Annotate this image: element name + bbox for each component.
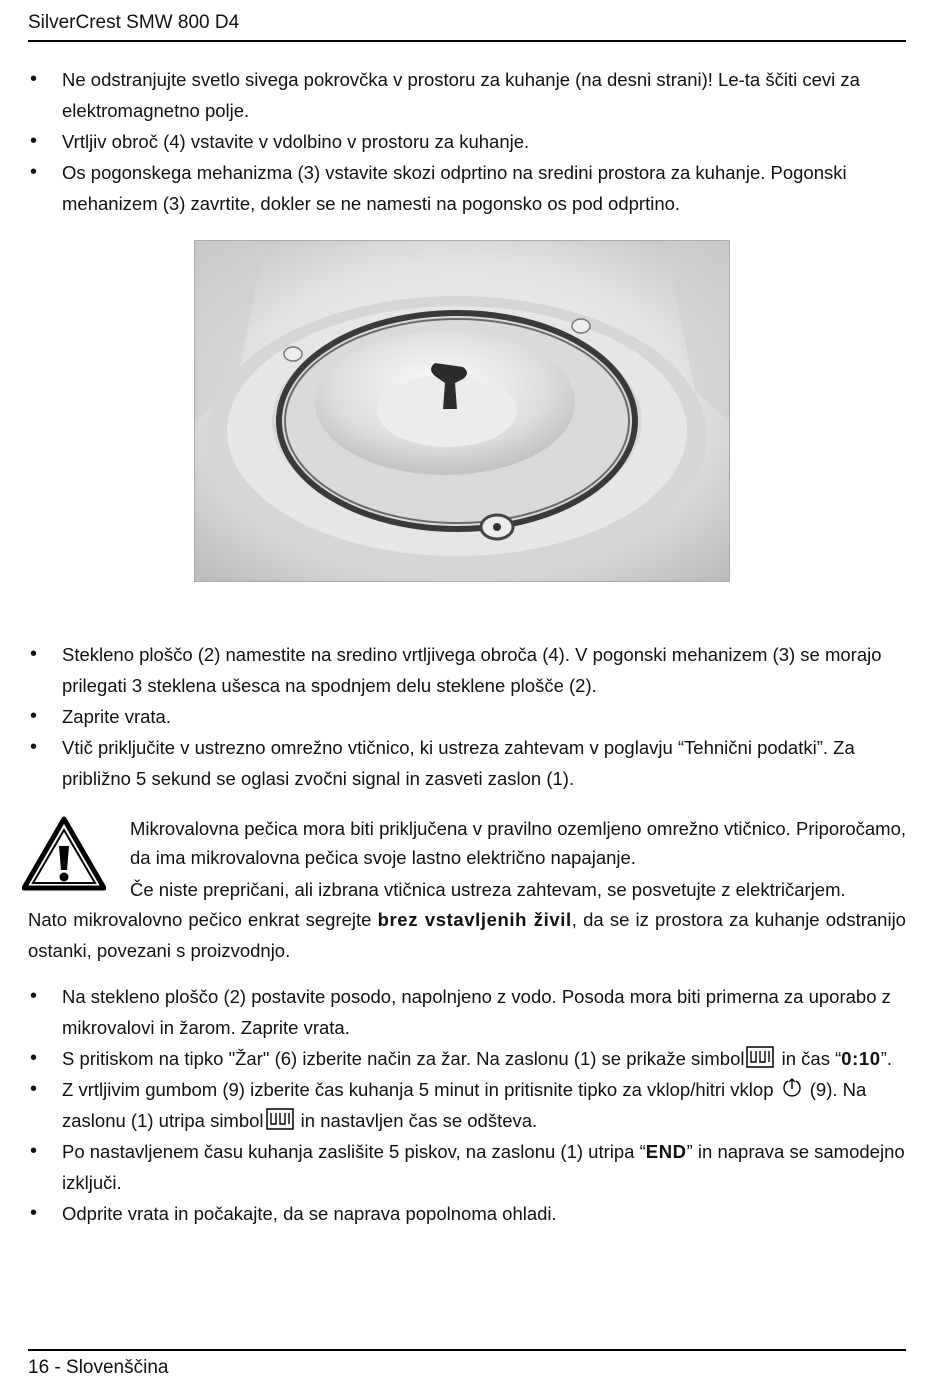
list-item: • Stekleno ploščo (2) namestite na sredino vrtljivega obroča (4). V pogonski mehanizem (3) se morajo prilegati 3 steklena ušesca na spodnjem delu steklene plošče (2). <box>28 639 906 701</box>
list-item-text: Z vrtljivim gumbom (9) izberite čas kuhanja 5 minut in pritisnite tipko za vklop/hitri vklop <box>62 1079 774 1100</box>
list-item <box>28 1136 906 1198</box>
preheat-paragraph <box>28 904 906 966</box>
paragraph-text: , da se iz prostora za kuhanje odstranijo ostanki, povezani s proizvodnjo. <box>28 909 906 961</box>
warning-triangle-icon <box>22 816 106 892</box>
list-item-text: (9). Na zaslonu (1) utripa simbol <box>62 1079 867 1131</box>
list-item-text: ”. <box>880 1048 893 1069</box>
list-item: • Zaprite vrata. <box>28 701 906 732</box>
turntable-ring-photo <box>194 240 730 582</box>
footer-language: Slovenščina <box>66 1357 169 1378</box>
grill-symbol-icon <box>266 1108 294 1130</box>
instruction-list-1 <box>28 64 906 219</box>
microwave-interior-image <box>195 241 729 581</box>
emphasis-text: brez vstavljenih živil <box>377 909 572 930</box>
time-display-value: 0:10 <box>841 1048 881 1069</box>
list-item: • Vtič priključite v ustrezno omrežno vtičnico, ki ustreza zahtevam v poglavju “Tehnični podatki”. Za približno 5 sekund se oglasi zvočni signal in zasveti zaslon (1). <box>28 732 906 794</box>
list-item: • Vrtljiv obroč (4) vstavite v vdolbino v prostoru za kuhanje. <box>28 126 906 157</box>
list-item <box>28 1043 906 1074</box>
list-item: • Ne odstranjujte svetlo sivega pokrovčka v prostoru za kuhanje (na desni strani)! Le-ta ščiti cevi za elektromagnetno polje. <box>28 64 906 126</box>
document-title: SilverCrest SMW 800 D4 <box>28 12 240 33</box>
list-item-text: in nastavljen čas se odšteva. <box>295 1110 538 1131</box>
start-quickstart-icon <box>781 1077 803 1099</box>
list-item: • Na stekleno ploščo (2) postavite posodo, napolnjeno z vodo. Posoda mora biti primerna za uporabo z mikrovalovi in žarom. Zaprite vrata. <box>28 981 906 1043</box>
list-item <box>28 1074 906 1136</box>
instruction-list-3 <box>28 981 906 1229</box>
footer-separator: - <box>49 1357 67 1378</box>
page-number: 16 <box>28 1357 50 1378</box>
page-footer <box>28 1349 906 1379</box>
warning-notice <box>22 814 906 904</box>
list-item: • Os pogonskega mehanizma (3) vstavite skozi odprtino na sredini prostora za kuhanje. Pogonski mehanizem (3) zavrtite, dokler se ne namesti na pogonsko os pod odprtino. <box>28 157 906 219</box>
list-item-text: Po nastavljenem času kuhanja zaslišite 5 piskov, na zaslonu (1) utripa “ <box>62 1141 646 1162</box>
list-item-text: ” in naprava se samodejno izklјuči. <box>62 1141 905 1193</box>
page-header <box>28 12 906 42</box>
grill-symbol-icon <box>746 1046 774 1068</box>
list-item-text: S pritiskom na tipko "Žar" (6) izberite način za žar. Na zaslonu (1) se prikaže simbol <box>62 1048 745 1069</box>
end-display-value: END <box>645 1141 687 1162</box>
paragraph-text: Nato mikrovalovno pečico enkrat segrejte <box>28 909 378 930</box>
warning-text-2: Če niste prepričani, ali izbrana vtičnica ustreza zahtevam, se posvetujte z električarjem. <box>130 879 846 900</box>
instruction-list-2 <box>28 639 906 794</box>
warning-text-1: Mikrovalovna pečica mora biti priključena v pravilno ozemljeno omrežno vtičnico. Priporočamo, da ima mikrovalovna pečica svoje lastno električno napajanje. <box>130 818 906 868</box>
list-item-text: in čas “ <box>776 1048 842 1069</box>
list-item: • Odprite vrata in počakajte, da se naprava popolnoma ohladi. <box>28 1198 906 1229</box>
